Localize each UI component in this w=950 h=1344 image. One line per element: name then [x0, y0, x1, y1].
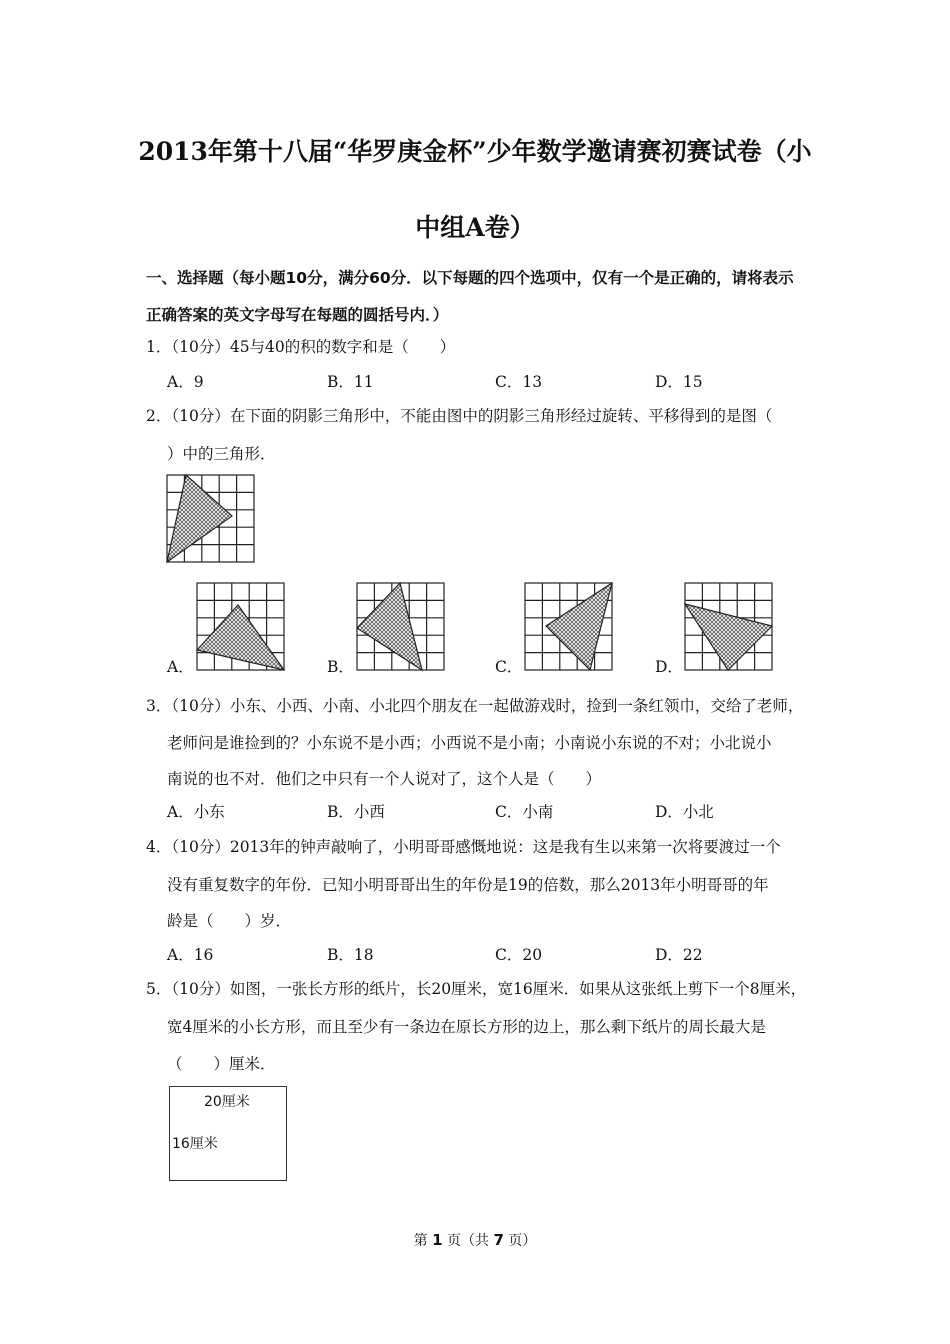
q2-option-c[interactable]: C．: [495, 658, 523, 676]
exam-title-line1: 2013年第十八届“华罗庚金杯”少年数学邀请赛初赛试卷（小: [138, 137, 812, 166]
q4-stem-line3: 龄是（ ）岁．: [167, 912, 292, 930]
q1-option-d[interactable]: D．15: [655, 373, 703, 391]
section-instruction-line1: 一、选择题（每小题10分，满分60分．以下每题的四个选项中，仅有一个是正确的，请将表示: [146, 269, 794, 287]
q5-stem-line1: 5．（10分）如图，一张长方形的纸片，长20厘米，宽16厘米．如果从这张纸上剪下一个8厘米，: [146, 980, 807, 998]
q4-option-b[interactable]: B．18: [327, 946, 374, 964]
q5-stem-line2: 宽4厘米的小长方形，而且至少有一条边在原长方形的边上，那么剩下纸片的周长最大是: [167, 1018, 766, 1036]
q5-rectangle-figure: [169, 1086, 287, 1181]
q2-option-a[interactable]: A．: [167, 658, 194, 676]
footer-suffix: 页）: [508, 1233, 537, 1249]
q2-option-d-figure[interactable]: [684, 582, 774, 672]
page-footer: [0, 1230, 950, 1250]
q4-option-c[interactable]: C．20: [495, 946, 543, 964]
footer-total-pages: 7: [493, 1231, 504, 1249]
q5-length-label: 20厘米: [204, 1094, 250, 1110]
q3-stem-line2: 老师问是谁捡到的？小东说不是小西；小西说不是小南；小南说小东说的不对；小北说小: [167, 734, 772, 752]
q2-option-a-figure[interactable]: [196, 582, 286, 672]
q4-stem-line1: 4．（10分）2013年的钟声敲响了，小明哥哥感慨地说：这是我有生以来第一次将要渡过一个: [146, 838, 781, 856]
q3-option-a[interactable]: A．小东: [167, 803, 225, 821]
q2-option-b[interactable]: B．: [327, 658, 354, 676]
q3-stem-line1: 3．（10分）小东、小西、小南、小北四个朋友在一起做游戏时，捡到一条红领巾，交给了老师，: [146, 697, 804, 715]
q5-width-label: 16厘米: [172, 1136, 218, 1152]
q1-option-a[interactable]: A．9: [167, 373, 204, 391]
q2-option-d[interactable]: D．: [655, 658, 683, 676]
q2-option-b-figure[interactable]: [356, 582, 446, 672]
section-instruction-line2: 正确答案的英文字母写在每题的圆括号内．）: [146, 306, 449, 324]
footer-middle: 页（共: [447, 1233, 489, 1249]
exam-title-line2: 中组A卷）: [415, 213, 535, 242]
q3-stem-line3: 南说的也不对．他们之中只有一个人说对了，这个人是（ ）: [167, 770, 602, 788]
q1-option-c[interactable]: C．13: [495, 373, 543, 391]
q2-stem-line2: ）中的三角形．: [167, 445, 276, 463]
q3-option-b[interactable]: B．小西: [327, 803, 385, 821]
q2-reference-figure: [166, 474, 256, 564]
q3-option-d[interactable]: D．小北: [655, 803, 714, 821]
q4-stem-line2: 没有重复数字的年份．已知小明哥哥出生的年份是19的倍数，那么2013年小明哥哥的年: [167, 876, 769, 894]
q1-option-b[interactable]: B．11: [327, 373, 374, 391]
q2-option-c-figure[interactable]: [524, 582, 614, 672]
q3-option-c[interactable]: C．小南: [495, 803, 554, 821]
q5-stem-line3: （ ）厘米．: [167, 1055, 276, 1073]
q1-stem: 1．（10分）45与40的积的数字和是（ ）: [146, 338, 456, 356]
footer-page-number: 1: [432, 1231, 443, 1249]
q4-option-a[interactable]: A．16: [167, 946, 214, 964]
q2-stem-line1: 2．（10分）在下面的阴影三角形中，不能由图中的阴影三角形经过旋转、平移得到的是图（: [146, 407, 773, 425]
q4-option-d[interactable]: D．22: [655, 946, 703, 964]
footer-prefix: 第: [413, 1233, 428, 1249]
